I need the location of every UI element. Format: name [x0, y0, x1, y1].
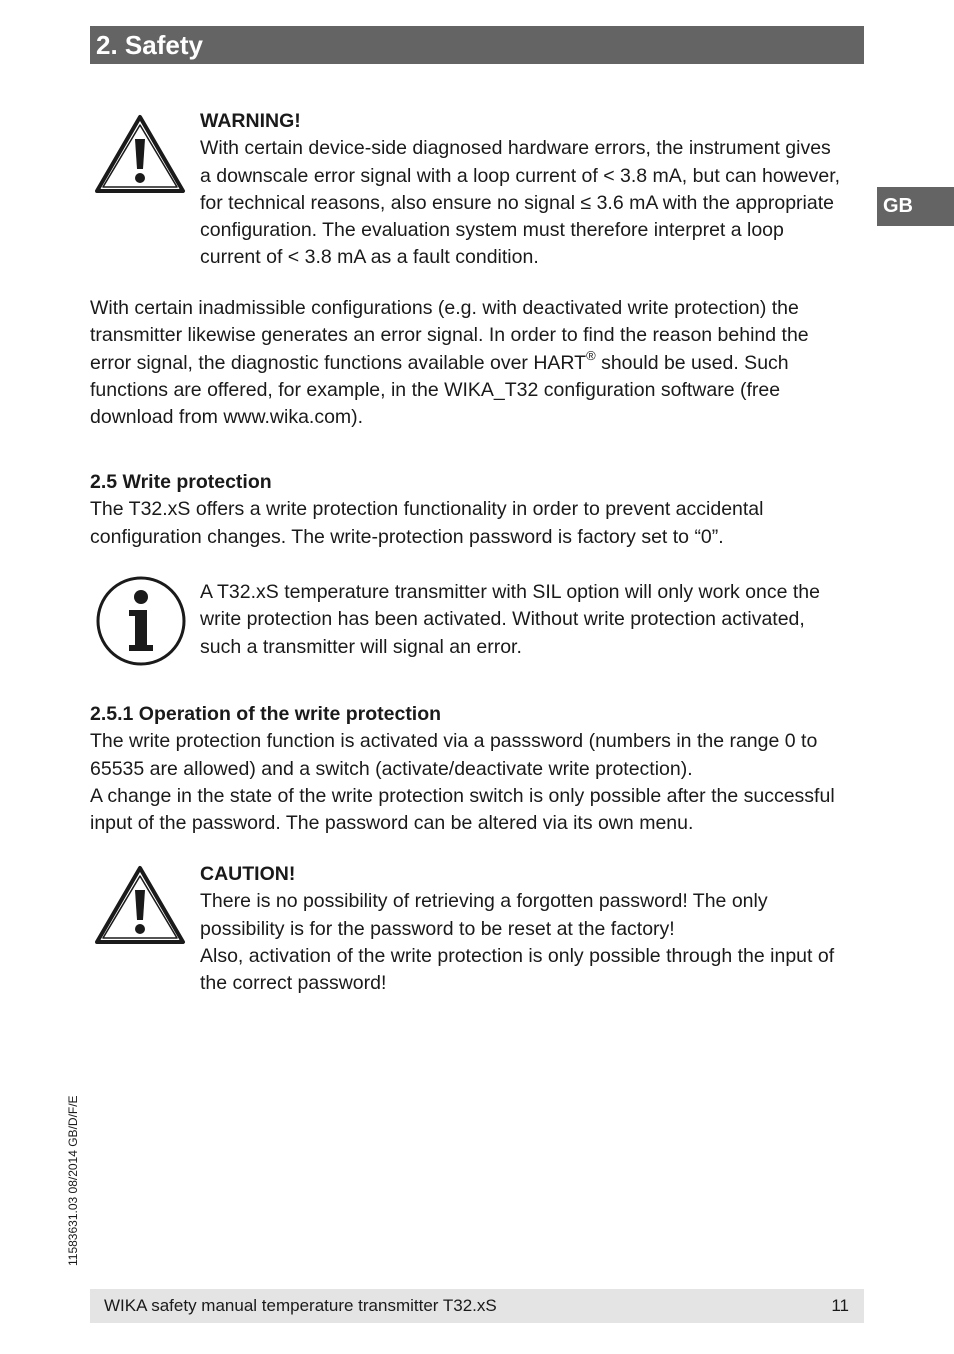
paragraph-line: download from www.wika.com).: [90, 406, 364, 429]
paragraph-line: With certain inadmissible configurations (e.g. with deactivated write protection) the: [90, 297, 799, 319]
warning-heading: WARNING!: [200, 110, 301, 132]
warning-line: for technical reasons, also ensure no signal ≤ 3.6 mA with the appropriate: [200, 191, 834, 214]
paragraph-text: error signal, the diagnostic functions available over HART: [90, 351, 587, 374]
language-tab: GB: [877, 187, 954, 226]
caution-line: Also, activation of the write protection is only possible through the input of: [200, 944, 835, 967]
caution-heading: CAUTION!: [200, 863, 296, 885]
paragraph-text: should be used. Such: [595, 351, 789, 374]
footer-bar: [90, 1289, 864, 1323]
warning-notice: [200, 108, 840, 272]
info-icon: [95, 575, 187, 667]
caution-notice: [200, 861, 834, 997]
section-heading: 2.5.1 Operation of the write protection: [90, 703, 442, 725]
caution-line: There is no possibility of retrieving a forgotten password! The only: [200, 890, 768, 913]
page-number: 11: [831, 1296, 849, 1315]
page-title: 2. Safety: [96, 30, 203, 60]
warning-line: configuration. The evaluation system must therefore interpret a loop: [200, 219, 784, 242]
section-line: The T32.xS offers a write protection functionality in order to prevent accidental: [90, 498, 764, 521]
caution-line: possibility is for the password to be reset at the factory!: [200, 917, 675, 940]
registered-mark: ®: [586, 348, 596, 364]
footer-title: WIKA safety manual temperature transmitter T32.xS: [104, 1296, 497, 1315]
section-write-protection: [90, 469, 763, 551]
section-operation-write-protection: [90, 701, 835, 837]
document-code: 11583631.03 08/2014 GB/D/F/E: [66, 1095, 80, 1266]
warning-triangle-icon: [94, 113, 186, 195]
section-line: configuration changes. The write-protection password is factory set to “0”.: [90, 525, 724, 548]
caution-triangle-icon: [94, 864, 186, 946]
section-line: The write protection function is activated via a passsword (numbers in the range 0 to: [90, 730, 818, 753]
info-line: A T32.xS temperature transmitter with SIL option will only work once the: [200, 581, 820, 603]
section-heading: 2.5 Write protection: [90, 471, 272, 493]
section-line: 65535 are allowed) and a switch (activate/deactivate write protection).: [90, 757, 693, 780]
paragraph-line: transmitter likewise generates an error signal. In order to find the reason behind the: [90, 324, 809, 347]
info-note: [200, 579, 820, 661]
section-header-bar: [90, 26, 864, 64]
section-line: A change in the state of the write protection switch is only possible after the successful: [90, 784, 835, 807]
paragraph-line: functions are offered, for example, in the WIKA_T32 configuration software (free: [90, 378, 781, 401]
section-line: input of the password. The password can be altered via its own menu.: [90, 812, 694, 835]
error-signal-paragraph: [90, 295, 809, 431]
warning-line: a downscale error signal with a loop current of < 3.8 mA, but can however,: [200, 164, 841, 187]
info-line: such a transmitter will signal an error.: [200, 635, 522, 658]
warning-line: current of < 3.8 mA as a fault condition.: [200, 246, 539, 269]
caution-line: the correct password!: [200, 972, 387, 995]
warning-line: With certain device-side diagnosed hardware errors, the instrument gives: [200, 137, 831, 160]
paragraph-line: [90, 350, 809, 377]
info-line: write protection has been activated. Without write protection activated,: [200, 608, 805, 631]
